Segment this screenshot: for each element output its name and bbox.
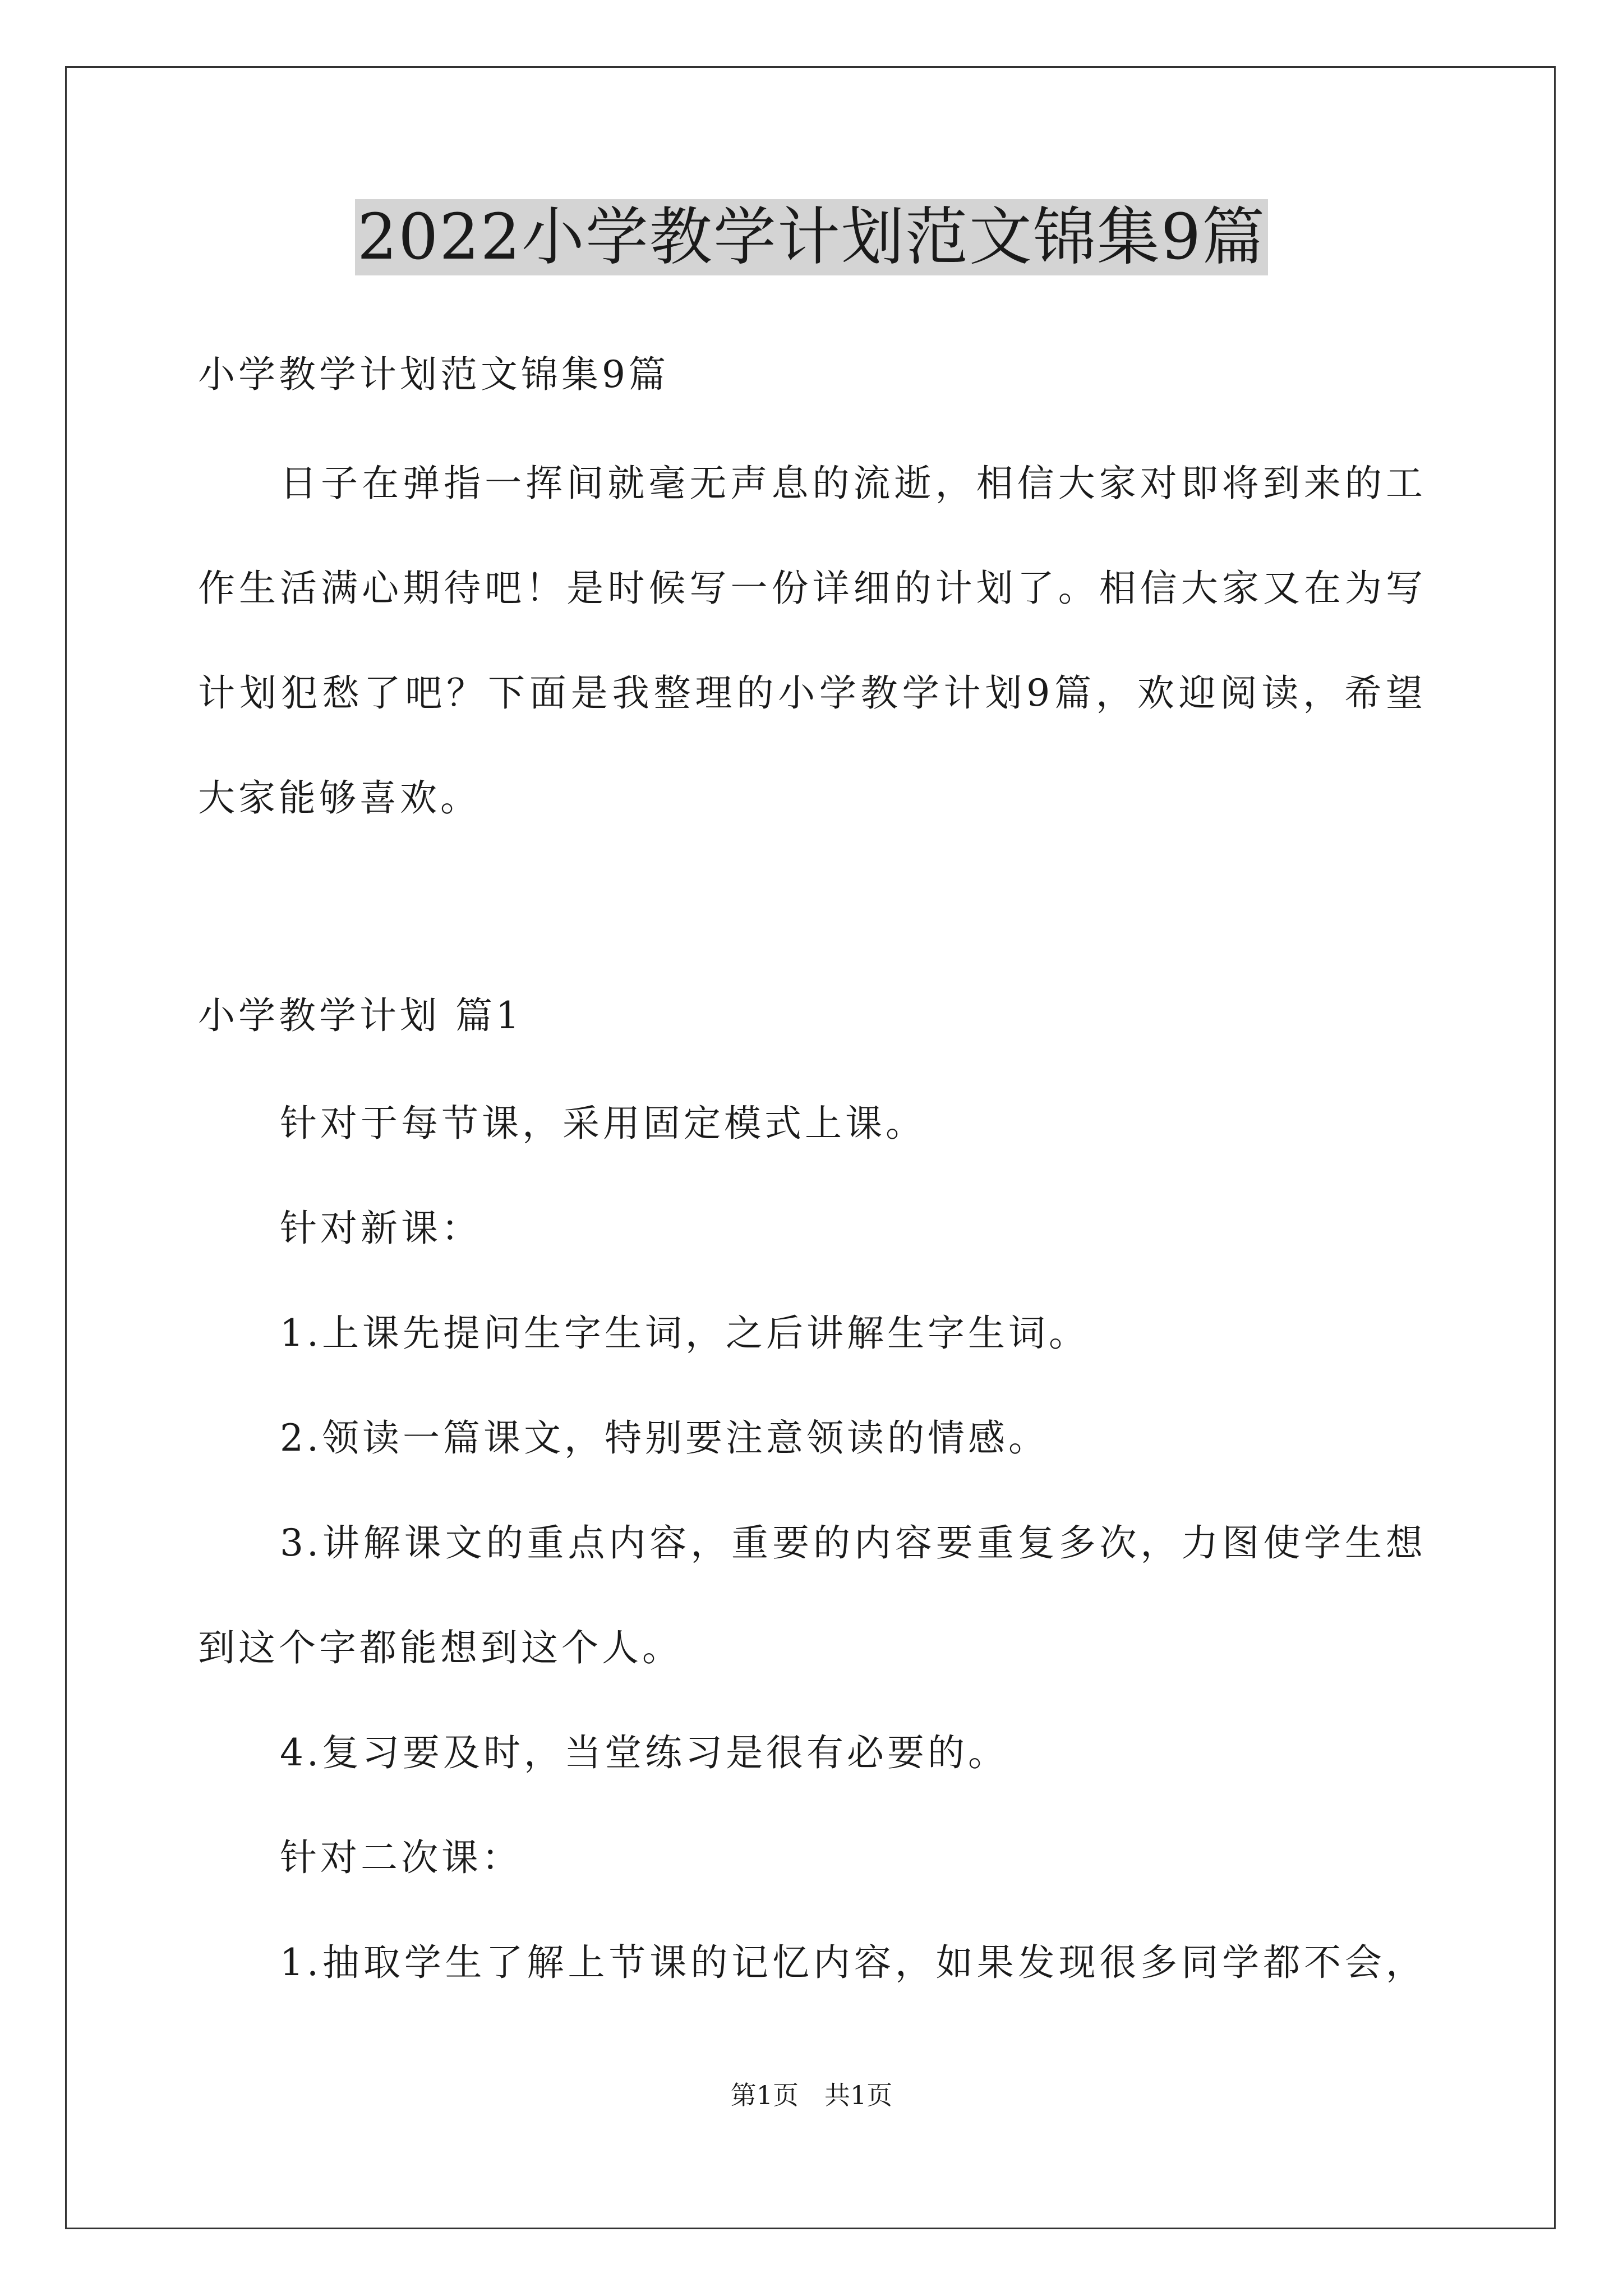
- page-footer: 第1页 共1页: [730, 2080, 893, 2110]
- body-line-4: 2.领读一篇课文，特别要注意领读的情感。: [280, 1416, 1049, 1460]
- body-line-6: 到这个字都能想到这个人。: [198, 1626, 683, 1669]
- body-line-9: 1.抽取学生了解上节课的记忆内容，如果发现很多同学都不会，: [280, 1941, 1426, 1984]
- document-title: 2022小学教学计划范文锦集9篇: [355, 199, 1268, 275]
- subtitle: 小学教学计划范文锦集9篇: [198, 353, 669, 396]
- intro-line-4: 大家能够喜欢。: [198, 776, 481, 820]
- intro-line-1: 日子在弹指一挥间就毫无声息的流逝，相信大家对即将到来的工: [280, 462, 1426, 505]
- body-line-5: 3.讲解课文的重点内容，重要的内容要重复多次，力图使学生想: [280, 1521, 1426, 1565]
- intro-line-3: 计划犯愁了吧？下面是我整理的小学教学计划9篇，欢迎阅读，希望: [198, 671, 1426, 715]
- body-line-8: 针对二次课：: [280, 1836, 522, 1879]
- body-line-7: 4.复习要及时，当堂练习是很有必要的。: [280, 1731, 1008, 1774]
- body-line-3: 1.上课先提问生字生词，之后讲解生字生词。: [280, 1312, 1089, 1355]
- body-line-1: 针对于每节课，采用固定模式上课。: [280, 1102, 926, 1145]
- section-heading: 小学教学计划 篇1: [198, 994, 523, 1037]
- body-line-2: 针对新课：: [280, 1207, 482, 1250]
- intro-line-2: 作生活满心期待吧！是时候写一份详细的计划了。相信大家又在为写: [198, 567, 1426, 610]
- title-container: [0, 199, 1623, 275]
